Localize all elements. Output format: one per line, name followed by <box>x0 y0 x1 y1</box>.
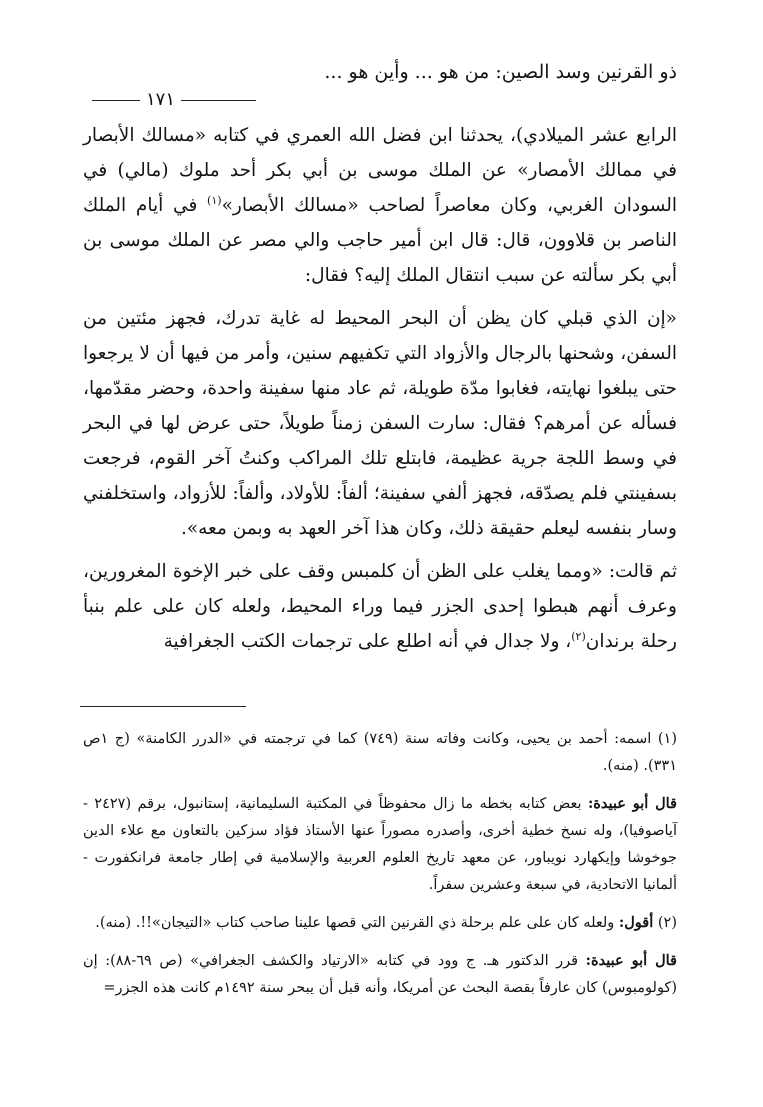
footnote-1-editor-note <box>83 790 677 899</box>
page-number-rule-left <box>92 100 140 101</box>
paragraph-3-part-a: ثم قالت: «ومما يغلب على الظن أن كلمبس وقف على خبر الإخوة المغرورين، وعرف أنهم هبطوا إحدى الجزر فيما وراء المحيط، ولعله كان على علم بنبأ رحلة برندان <box>83 561 677 652</box>
footnote-1: (١) اسمه: أحمد بن يحيى، وكانت وفاته سنة (٧٤٩) كما في ترجمته في «الدرر الكامنة» (ج ١ص ٣٣١). (منه). <box>83 731 677 774</box>
footnote-2 <box>83 909 677 937</box>
footnote-2-editor-note <box>83 947 677 1002</box>
footnote-2-label: أقول: <box>618 914 654 931</box>
paragraph-3-part-b: ، ولا جدال في أنه اطلع على ترجمات الكتب الجغرافية <box>163 631 572 652</box>
footnote-2-editor-text: قرر الدكتور هـ. ج وود في كتابه «الارتياد والكشف الجغرافي» (ص ٦٩-٨٨): إن (كولومبوس) كان عارفاً بقصة البحث عن أمريكا، وأنه قبل أن يبحر سنة ١٤٩٢م كانت هذه الجزر= <box>83 953 677 996</box>
page-number-rule-right <box>181 100 256 101</box>
footnote-separator <box>80 706 246 707</box>
footnotes <box>83 726 677 1012</box>
paragraph-1 <box>83 118 677 293</box>
footnote-1-editor-label: قال أبو عبيدة: <box>587 795 677 812</box>
footnote-ref-1: (١) <box>207 193 222 207</box>
footnote-2-editor-label: قال أبو عبيدة: <box>585 952 677 969</box>
page-number-block <box>86 86 262 114</box>
paragraph-1-part-b: في أيام الملك الناصر بن قلاوون، قال: قال ابن أمير حاجب والي مصر عن الملك موسى بن أبي بكر سألته عن سبب انتقال الملك إليه؟ فقال: <box>83 195 677 286</box>
paragraph-1-part-a: الرابع عشر الميلادي)، يحدثنا ابن فضل الله العمري في كتابه «مسالك الأبصار في ممالك الأمصار» عن الملك موسى بن أبي بكر أحد ملوك (مالي) في السودان الغربي، وكان معاصراً لصاحب «مسالك الأبصار» <box>83 125 677 216</box>
page-number: ١٧١ <box>146 89 176 110</box>
running-title: ذو القرنين وسد الصين: من هو ... وأين هو ... <box>324 61 677 83</box>
paragraph-2-quote: «إن الذي قبلي كان يظن أن البحر المحيط له غاية تدرك، فجهز مئتين من السفن، وشحنها بالرجال والأزواد التي تكفيهم سنين، وأمر من فيها أن لا يرجعوا حتى يبلغوا نهايته، فغابوا مدّة طويلة، ثم عاد منها سفينة واحدة، وحضر مقدّمها، فسأله عن أمرهم؟ فقال: سارت السفن زمناً طويلاً، حتى عرض لها في البحر في وسط اللجة جرية عظيمة، فابتلع تلك المراكب وكنتُ آخر القوم، فرجعت بسفينتي فلم يصدّقه، فجهز ألفي سفينة؛ ألفاً: للأولاد، وألفاً: للأزواد، واستخلفني وسار بنفسه ليعلم حقيقة ذلك، وكان هذا آخر العهد به وبمن معه». <box>83 308 677 539</box>
paragraph-3 <box>83 554 677 659</box>
footnote-2-number: (٢) <box>653 915 677 931</box>
footnote-1-editor-text: بعض كتابه بخطه ما زال محفوظاً في المكتبة السليمانية، إستانبول، برقم (٢٤٢٧ - آياصوفيا)، وله نسخ خطية أخرى، وأصدره مصوراً عنها الأستاذ فؤاد سزكين بالتعاون مع علاء الدين جوخوشا وإيكهارد نويباور، عن معهد تاريخ العلوم العربية والإسلامية في إطار جامعة فرانكفورت - ألمانيا الاتحادية، في سبعة وعشرين سفراً. <box>83 796 677 893</box>
main-text <box>83 118 677 667</box>
footnote-ref-2: (٢) <box>571 629 586 643</box>
footnote-2-text: ولعله كان على علم برحلة ذي القرنين التي قصها علينا صاحب كتاب «التيجان»!!. (منه). <box>95 915 619 931</box>
